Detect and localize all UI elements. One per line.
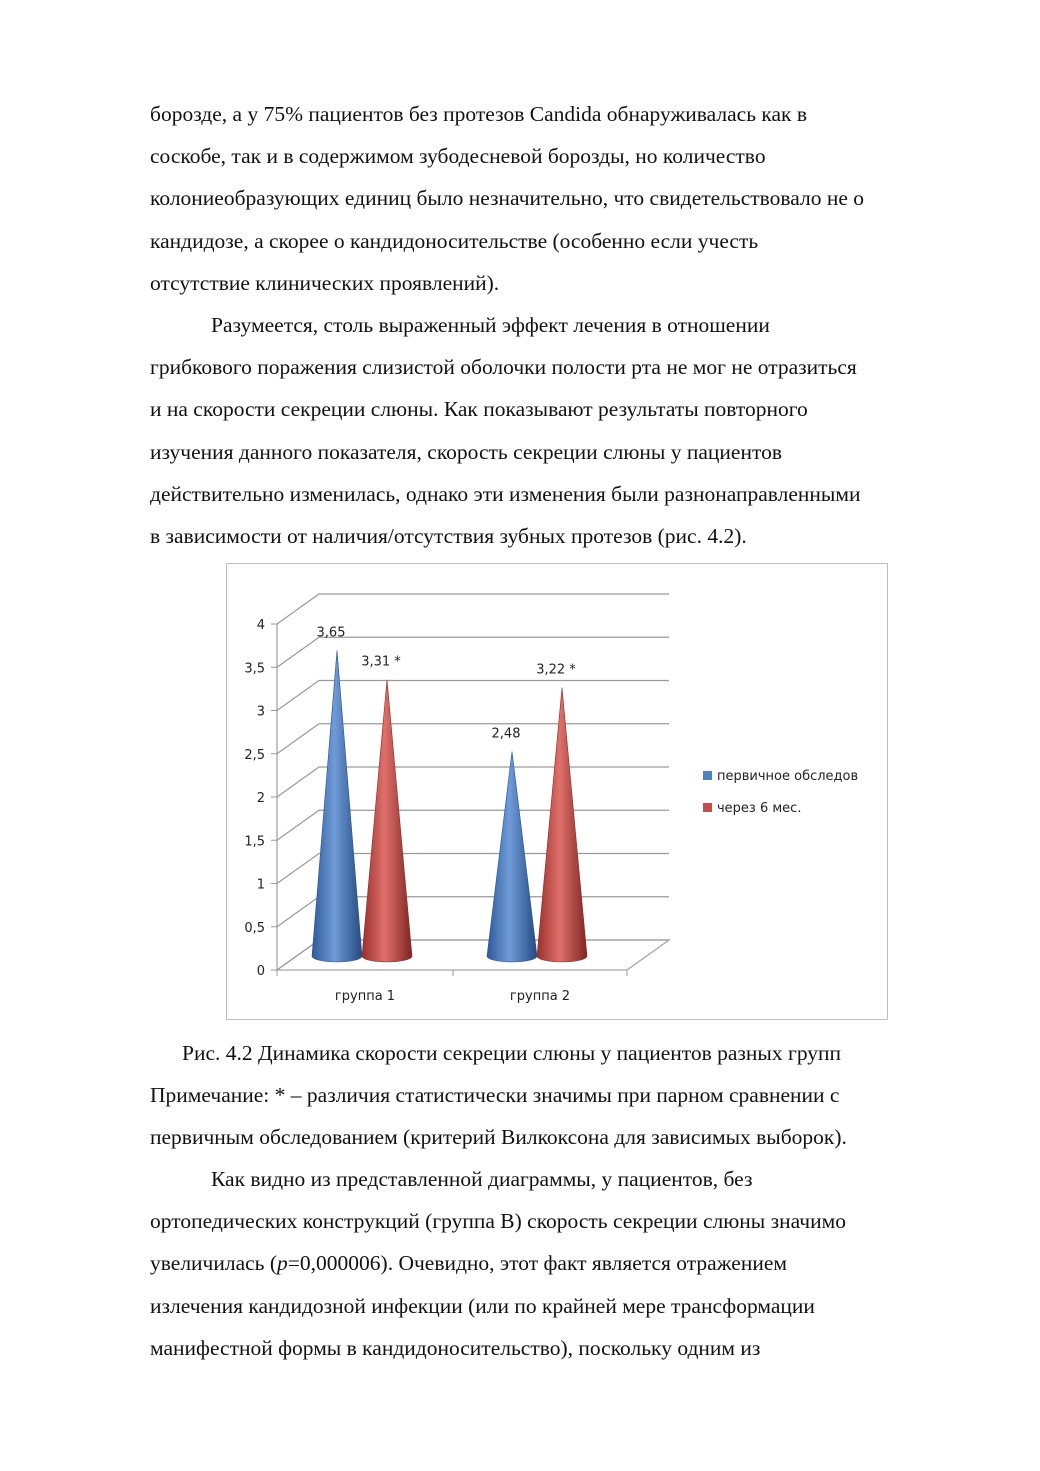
data-label: 3,65 xyxy=(316,625,346,641)
paragraph-middle xyxy=(150,310,861,563)
cone-chart xyxy=(227,564,889,1021)
text-line: грибкового поражения слизистой оболочки полости рта не мог не отразиться xyxy=(150,355,857,380)
cone-bar xyxy=(537,687,587,962)
gridline xyxy=(277,594,669,624)
x-tick-label: группа 2 xyxy=(509,989,571,1004)
legend-swatch xyxy=(703,803,712,812)
text-line: отсутствие клинических проявлений). xyxy=(150,270,500,295)
y-tick-label: 4 xyxy=(256,618,265,633)
x-axis-ticks xyxy=(277,970,627,1004)
y-tick-label: 3 xyxy=(256,704,265,720)
text-line xyxy=(150,1248,846,1290)
text-run: увеличилась ( xyxy=(150,1251,278,1276)
y-tick-label: 3,5 xyxy=(244,661,265,677)
chart-figure xyxy=(226,563,888,1020)
y-tick-label: 1 xyxy=(256,877,265,893)
legend-label: первичное обследов xyxy=(717,769,859,784)
text-line: манифестной формы в кандидоносительство), поскольку одним из xyxy=(150,1335,761,1360)
data-label: 2,48 xyxy=(491,726,521,742)
chart-legend xyxy=(703,769,858,816)
cone-bar xyxy=(362,680,412,962)
text-line: колониеобразующих единиц было незначительно, что свидетельствовало не о xyxy=(150,186,865,211)
text-run: =0,000006). Очевидно, этот факт является отражением xyxy=(287,1251,787,1276)
cone-bar xyxy=(487,751,537,962)
text-line: в зависимости от наличия/отсутствия зубных протезов (рис. 4.2). xyxy=(150,523,747,548)
data-label: 3,31 * xyxy=(361,654,401,670)
text-line: Как видно из представленной диаграммы, у пациентов, без xyxy=(211,1167,753,1191)
y-tick-label: 2 xyxy=(256,791,265,806)
caption-note: первичным обследованием (критерий Вилкоксона для зависимых выборок). xyxy=(150,1125,847,1150)
text-line: ортопедических конструкций (группа В) скорость секреции слюны значимо xyxy=(150,1209,846,1234)
figure-caption xyxy=(150,1038,970,1165)
paragraph-top xyxy=(150,99,864,310)
p-value-symbol: p xyxy=(277,1251,288,1276)
text-line: и на скорости секреции слюны. Как показывают результаты повторного xyxy=(150,397,808,422)
paragraph-bottom xyxy=(150,1164,846,1375)
legend-label: через 6 мес. xyxy=(717,801,802,816)
cone-bar xyxy=(312,650,362,962)
caption-title: Рис. 4.2 Динамика скорости секреции слюны у пациентов разных групп xyxy=(182,1041,842,1065)
chart-series xyxy=(312,625,587,962)
legend-swatch xyxy=(703,771,712,780)
text-line: борозде, а у 75% пациентов без протезов Candida обнаруживалась как в xyxy=(150,102,808,126)
data-label: 3,22 * xyxy=(536,662,576,678)
x-tick-label: группа 1 xyxy=(334,989,396,1004)
y-axis-ticks xyxy=(244,618,265,979)
text-line: изучения данного показателя, скорость секреции слюны у пациентов xyxy=(150,439,782,464)
text-line: кандидозе, а скорее о кандидоносительстве (особенно если учесть xyxy=(150,228,759,253)
text-line: действительно изменилась, однако эти изменения были разнонаправленными xyxy=(150,481,861,506)
y-tick-label: 2,5 xyxy=(244,747,265,763)
y-tick-label: 0 xyxy=(256,964,265,979)
y-tick-label: 1,5 xyxy=(244,834,265,850)
text-line: излечения кандидозной инфекции (или по крайней мере трансформации xyxy=(150,1293,815,1318)
text-line: Разумеется, столь выраженный эффект лечения в отношении xyxy=(211,313,770,337)
text-line: соскобе, так и в содержимом зубодесневой борозды, но количество xyxy=(150,144,766,169)
y-tick-label: 0,5 xyxy=(244,920,265,936)
caption-note: Примечание: * – различия статистически значимы при парном сравнении с xyxy=(150,1083,840,1108)
